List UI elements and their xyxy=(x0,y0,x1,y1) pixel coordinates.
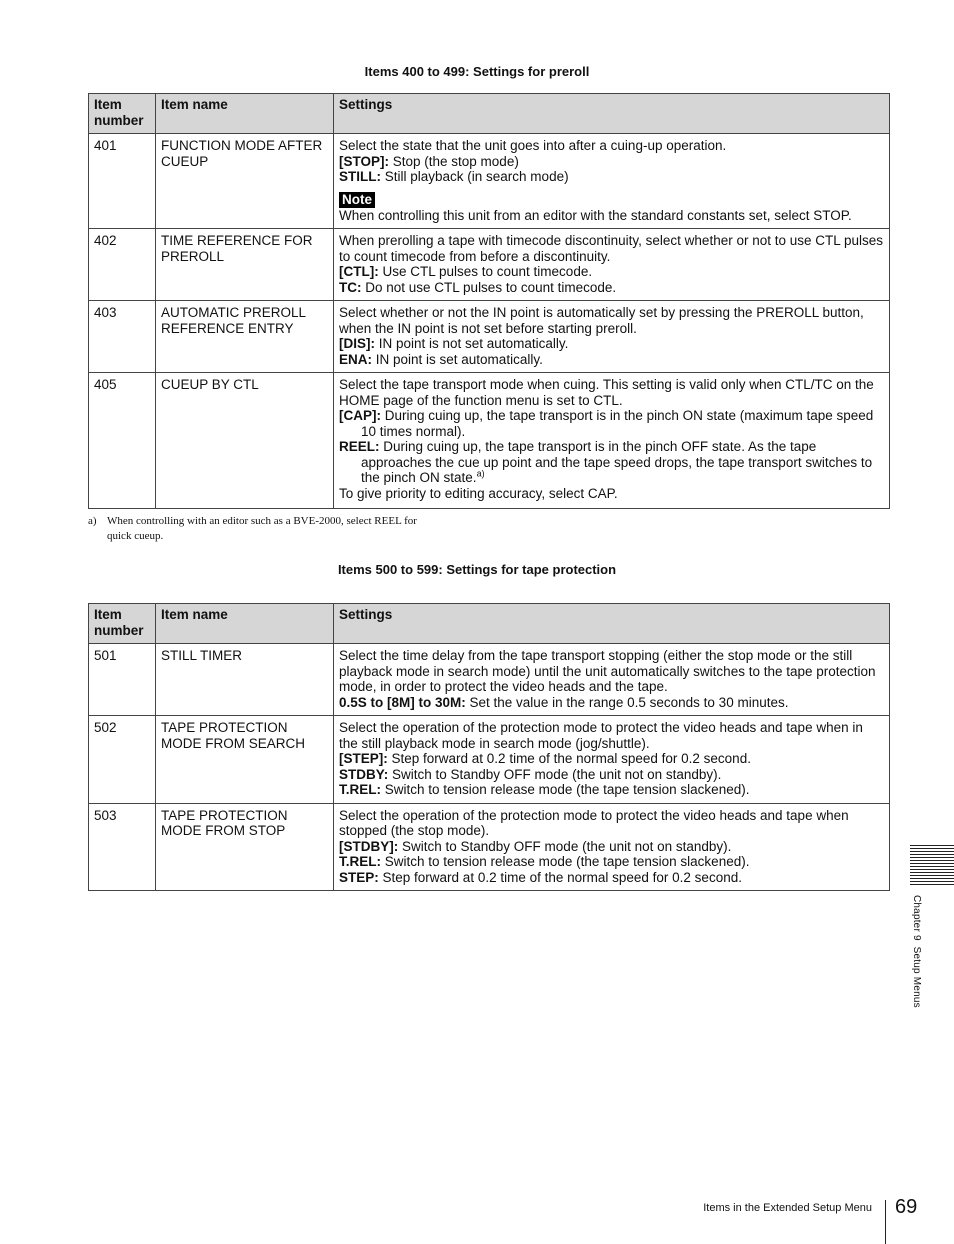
settings-intro: Select the operation of the protection mode to protect the video heads and tape when stopped (the stop mode). xyxy=(339,807,849,838)
item-name: TAPE PROTECTION MODE FROM SEARCH xyxy=(156,716,334,804)
table-row xyxy=(89,373,890,509)
item-number: 402 xyxy=(89,229,156,301)
settings-option: STEP: Step forward at 0.2 time of the normal speed for 0.2 second. xyxy=(339,869,742,885)
item-name: CUEUP BY CTL xyxy=(156,373,334,509)
table-header-row xyxy=(89,94,890,134)
section-title-preroll: Items 400 to 499: Settings for preroll xyxy=(364,64,590,79)
settings-option: T.REL: Switch to tension release mode (the tape tension slackened). xyxy=(339,854,750,869)
table-row xyxy=(89,716,890,804)
footnote-text: When controlling with an editor such as a BVE-2000, select REEL for xyxy=(107,515,417,527)
table-row xyxy=(89,134,890,229)
settings-option: TC: Do not use CTL pulses to count timecode. xyxy=(339,279,617,295)
header-item-number: Item number xyxy=(89,94,156,134)
header-item-name: Item name xyxy=(156,94,334,134)
chapter-tab-marker xyxy=(910,845,954,885)
settings-intro: When prerolling a tape with timecode discontinuity, select whether or not to use CTL pulses to count timecode from before a discontinuity. xyxy=(339,233,884,264)
settings-intro: Select the time delay from the tape transport stopping (either the stop mode or the still playback mode in search mode) until the unit automatically switches to the tape protection mode, in order to protect the video heads and the tape. xyxy=(339,648,876,694)
footnote xyxy=(88,514,468,544)
footer-section-label: Items in the Extended Setup Menu xyxy=(703,1202,872,1214)
settings-option: T.REL: Switch to tension release mode (the tape tension slackened). xyxy=(339,782,750,797)
settings-option: [STEP]: Step forward at 0.2 time of the normal speed for 0.2 second. xyxy=(339,751,751,766)
table-header-row xyxy=(89,604,890,644)
item-settings xyxy=(334,301,890,373)
tape-protection-settings-table xyxy=(88,603,890,891)
item-settings xyxy=(334,803,890,891)
item-number: 405 xyxy=(89,373,156,509)
settings-option: [STDBY]: Switch to Standby OFF mode (the unit not on standby). xyxy=(339,838,732,854)
item-name: AUTOMATIC PREROLL REFERENCE ENTRY xyxy=(156,301,334,373)
item-number: 502 xyxy=(89,716,156,804)
header-settings: Settings xyxy=(334,604,890,644)
header-item-number: Item number xyxy=(89,604,156,644)
item-number: 501 xyxy=(89,644,156,716)
settings-intro: Select the state that the unit goes into after a cuing-up operation. xyxy=(339,138,727,153)
preroll-settings-table xyxy=(88,93,890,509)
item-name: FUNCTION MODE AFTER CUEUP xyxy=(156,134,334,229)
table-row xyxy=(89,644,890,716)
settings-option: 0.5S to [8M] to 30M: Set the value in the range 0.5 seconds to 30 minutes. xyxy=(339,694,789,710)
item-settings xyxy=(334,716,890,804)
page-number: 69 xyxy=(895,1196,918,1218)
settings-option: [CTL]: Use CTL pulses to count timecode. xyxy=(339,264,593,279)
item-settings xyxy=(334,134,890,229)
table-row xyxy=(89,301,890,373)
settings-option: [DIS]: IN point is not set automatically. xyxy=(339,336,569,351)
footnote-ref: a) xyxy=(476,468,485,479)
header-settings: Settings xyxy=(334,94,890,134)
note-label: Note xyxy=(339,192,375,208)
item-number: 401 xyxy=(89,134,156,229)
item-settings xyxy=(334,229,890,301)
item-name: TAPE PROTECTION MODE FROM STOP xyxy=(156,803,334,891)
settings-intro: Select whether or not the IN point is automatically set by pressing the PREROLL button, when the IN point is not set before starting preroll. xyxy=(339,305,864,336)
item-number: 503 xyxy=(89,803,156,891)
chapter-label: Chapter 9 Setup Menus xyxy=(911,895,922,1008)
header-item-name: Item name xyxy=(156,604,334,644)
table-row xyxy=(89,803,890,891)
settings-intro: Select the operation of the protection mode to protect the video heads and tape when in the still playback mode in search mode (jog/shuttle). xyxy=(339,720,863,751)
settings-option: STDBY: Switch to Standby OFF mode (the unit not on standby). xyxy=(339,766,722,782)
table-row xyxy=(89,229,890,301)
note-text: When controlling this unit from an editor with the standard constants set, select STOP. xyxy=(339,207,852,223)
item-name: STILL TIMER xyxy=(156,644,334,716)
footnote-mark: a) xyxy=(88,515,97,527)
settings-option: STILL: Still playback (in search mode) xyxy=(339,169,569,184)
section-title-tape-protection: Items 500 to 599: Settings for tape protection xyxy=(337,562,617,577)
item-number: 403 xyxy=(89,301,156,373)
settings-option: REEL: During cuing up, the tape transport is in the pinch OFF state. As the tape approaches the cue up point and the tape speed drops, the tape transport switches to the pinch ON state.$^{a)}$ xyxy=(339,439,873,485)
settings-option: ENA: IN point is set automatically. xyxy=(339,351,543,367)
footer-divider xyxy=(885,1200,886,1244)
settings-intro: Select the tape transport mode when cuing. This setting is valid only when CTL/TC on the HOME page of the function menu is set to CTL. xyxy=(339,377,874,408)
settings-option: [CAP]: During cuing up, the tape transport is in the pinch ON state (maximum tape speed 10 times normal). xyxy=(339,408,874,439)
item-settings xyxy=(334,373,890,509)
footnote-text-cont: quick cueup. xyxy=(107,530,164,542)
item-name: TIME REFERENCE FOR PREROLL xyxy=(156,229,334,301)
settings-option: [STOP]: Stop (the stop mode) xyxy=(339,153,519,169)
item-settings xyxy=(334,644,890,716)
settings-outro: To give priority to editing accuracy, select CAP. xyxy=(339,485,618,501)
